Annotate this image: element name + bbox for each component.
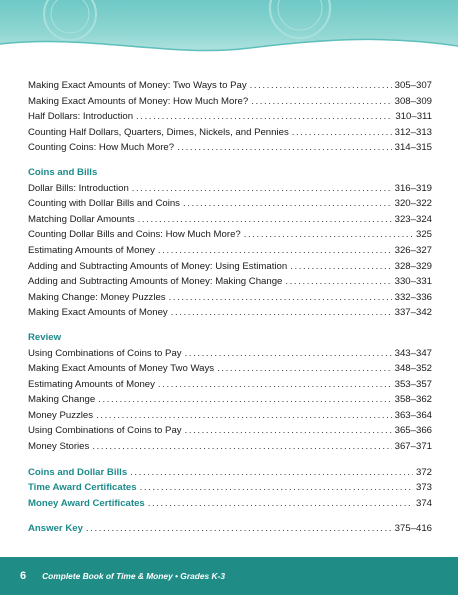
toc-section-review [28, 330, 432, 455]
toc-entry [28, 94, 432, 110]
toc-entry-page: 343–347 [394, 347, 432, 359]
toc-entry-page: 323–324 [394, 213, 432, 225]
toc-entry [28, 140, 432, 156]
toc-entry [28, 392, 432, 408]
toc-entry [28, 109, 432, 125]
toc-entry [28, 212, 432, 228]
toc-entry-title: Dollar Bills: Introduction [28, 182, 129, 194]
toc-entry-page: 310–311 [395, 111, 432, 123]
toc-entry-title: Adding and Subtracting Amounts of Money: Using Estimation [28, 260, 288, 272]
dot-leader [183, 196, 392, 212]
toc-entry [28, 346, 432, 362]
toc-entry-title: Making Exact Amounts of Money: How Much More? [28, 95, 249, 107]
toc-entry-title: Half Dollars: Introduction [28, 111, 134, 123]
header-decorative-band [0, 0, 458, 60]
toc-entry-page: 305–307 [394, 80, 432, 91]
dot-leader [169, 290, 392, 306]
toc-entry-title: Estimating Amounts of Money [28, 244, 155, 256]
dot-leader [185, 346, 392, 362]
toc-entry-page: 367–371 [394, 441, 432, 453]
dot-leader [171, 305, 392, 321]
toc-entry-title: Counting with Dollar Bills and Coins [28, 198, 180, 210]
toc-entry [28, 480, 432, 496]
toc-entry [28, 496, 432, 512]
dot-leader [290, 259, 391, 275]
toc-section-coins-and-bills [28, 165, 432, 321]
toc-entry [28, 423, 432, 439]
toc-entry [28, 377, 432, 393]
dot-leader [148, 496, 413, 512]
toc-entry-page: 348–352 [394, 363, 432, 375]
toc-entry-title: Money Stories [28, 441, 90, 453]
toc-entry-page: 365–366 [394, 425, 432, 437]
dot-leader [158, 377, 392, 393]
toc-entry [28, 227, 432, 243]
toc-entry [28, 361, 432, 377]
toc-entry-title: Matching Dollar Amounts [28, 213, 135, 225]
dot-leader [92, 439, 391, 455]
dot-leader [136, 109, 392, 125]
dot-leader [132, 181, 392, 197]
footer-band [0, 557, 458, 595]
toc-entry-page: 353–357 [394, 378, 432, 390]
toc-entry [28, 305, 432, 321]
dot-leader [217, 361, 392, 377]
dot-leader [285, 274, 391, 290]
dot-leader [250, 78, 392, 94]
toc-entry-title: Counting Dollar Bills and Coins: How Much More? [28, 229, 241, 241]
header-coin-pattern [0, 0, 458, 60]
toc-entry-page: 373 [415, 482, 432, 494]
dot-leader [98, 392, 391, 408]
toc-entry-title: Adding and Subtracting Amounts of Money: Making Change [28, 276, 283, 288]
page-number: 6 [20, 570, 27, 582]
dot-leader [244, 227, 413, 243]
toc-entry-title: Time Award Certificates [28, 482, 137, 494]
toc-entry-title: Answer Key [28, 523, 83, 535]
table-of-contents [28, 78, 432, 537]
toc-entry [28, 259, 432, 275]
book-title: Complete Book of Time & Money • Grades K-3 [42, 571, 225, 581]
toc-entry-page: 358–362 [394, 394, 432, 406]
toc-entry-title: Using Combinations of Coins to Pay [28, 425, 182, 437]
toc-entry-page: 316–319 [394, 182, 432, 194]
toc-entry-page: 325 [415, 229, 432, 241]
toc-entry-page: 332–336 [394, 291, 432, 303]
toc-entry-page: 314–315 [394, 142, 432, 154]
toc-entry-page: 328–329 [394, 260, 432, 272]
toc-entry-title: Making Exact Amounts of Money Two Ways [28, 363, 215, 375]
toc-entry [28, 439, 432, 455]
toc-entry-title: Money Award Certificates [28, 497, 145, 509]
toc-entry [28, 125, 432, 141]
toc-entry-page: 312–313 [394, 126, 432, 138]
toc-entry-title: Making Change: Money Puzzles [28, 291, 166, 303]
toc-entry-page: 320–322 [394, 198, 432, 210]
toc-entry-answer-key [28, 521, 432, 537]
dot-leader [96, 408, 392, 424]
dot-leader [130, 465, 413, 481]
toc-entry-page: 363–364 [394, 409, 432, 421]
toc-group-top [28, 78, 432, 156]
toc-entry-title: Estimating Amounts of Money [28, 378, 155, 390]
toc-entry [28, 243, 432, 259]
section-heading: Coins and Bills [28, 166, 98, 178]
toc-entry-title: Using Combinations of Coins to Pay [28, 347, 182, 359]
toc-entry [28, 274, 432, 290]
toc-entry-title: Counting Coins: How Much More? [28, 142, 175, 154]
dot-leader [86, 521, 392, 537]
toc-entry-page: 337–342 [394, 307, 432, 319]
toc-entry [28, 290, 432, 306]
toc-entry [28, 465, 432, 481]
toc-entry [28, 196, 432, 212]
dot-leader [138, 212, 392, 228]
dot-leader [185, 423, 392, 439]
toc-entry [28, 78, 432, 94]
toc-entry [28, 408, 432, 424]
toc-entry [28, 181, 432, 197]
toc-entry-page: 330–331 [394, 276, 432, 288]
toc-group-extras [28, 465, 432, 512]
toc-entry-title: Coins and Dollar Bills [28, 466, 128, 478]
toc-entry-page: 374 [415, 497, 432, 509]
toc-entry-page: 326–327 [394, 244, 432, 256]
dot-leader [251, 94, 391, 110]
section-heading: Review [28, 331, 62, 343]
toc-entry-page: 372 [415, 466, 432, 478]
toc-entry-page: 375–416 [394, 523, 432, 535]
toc-entry-page: 308–309 [394, 95, 432, 107]
toc-entry-title: Making Exact Amounts of Money: Two Ways to Pay [28, 80, 247, 91]
dot-leader [292, 125, 392, 141]
dot-leader [140, 480, 413, 496]
toc-entry-title: Counting Half Dollars, Quarters, Dimes, Nickels, and Pennies [28, 126, 289, 138]
toc-entry-title: Money Puzzles [28, 409, 94, 421]
dot-leader [177, 140, 392, 156]
dot-leader [158, 243, 392, 259]
toc-entry-title: Making Exact Amounts of Money [28, 307, 168, 319]
toc-entry-title: Making Change [28, 394, 96, 406]
